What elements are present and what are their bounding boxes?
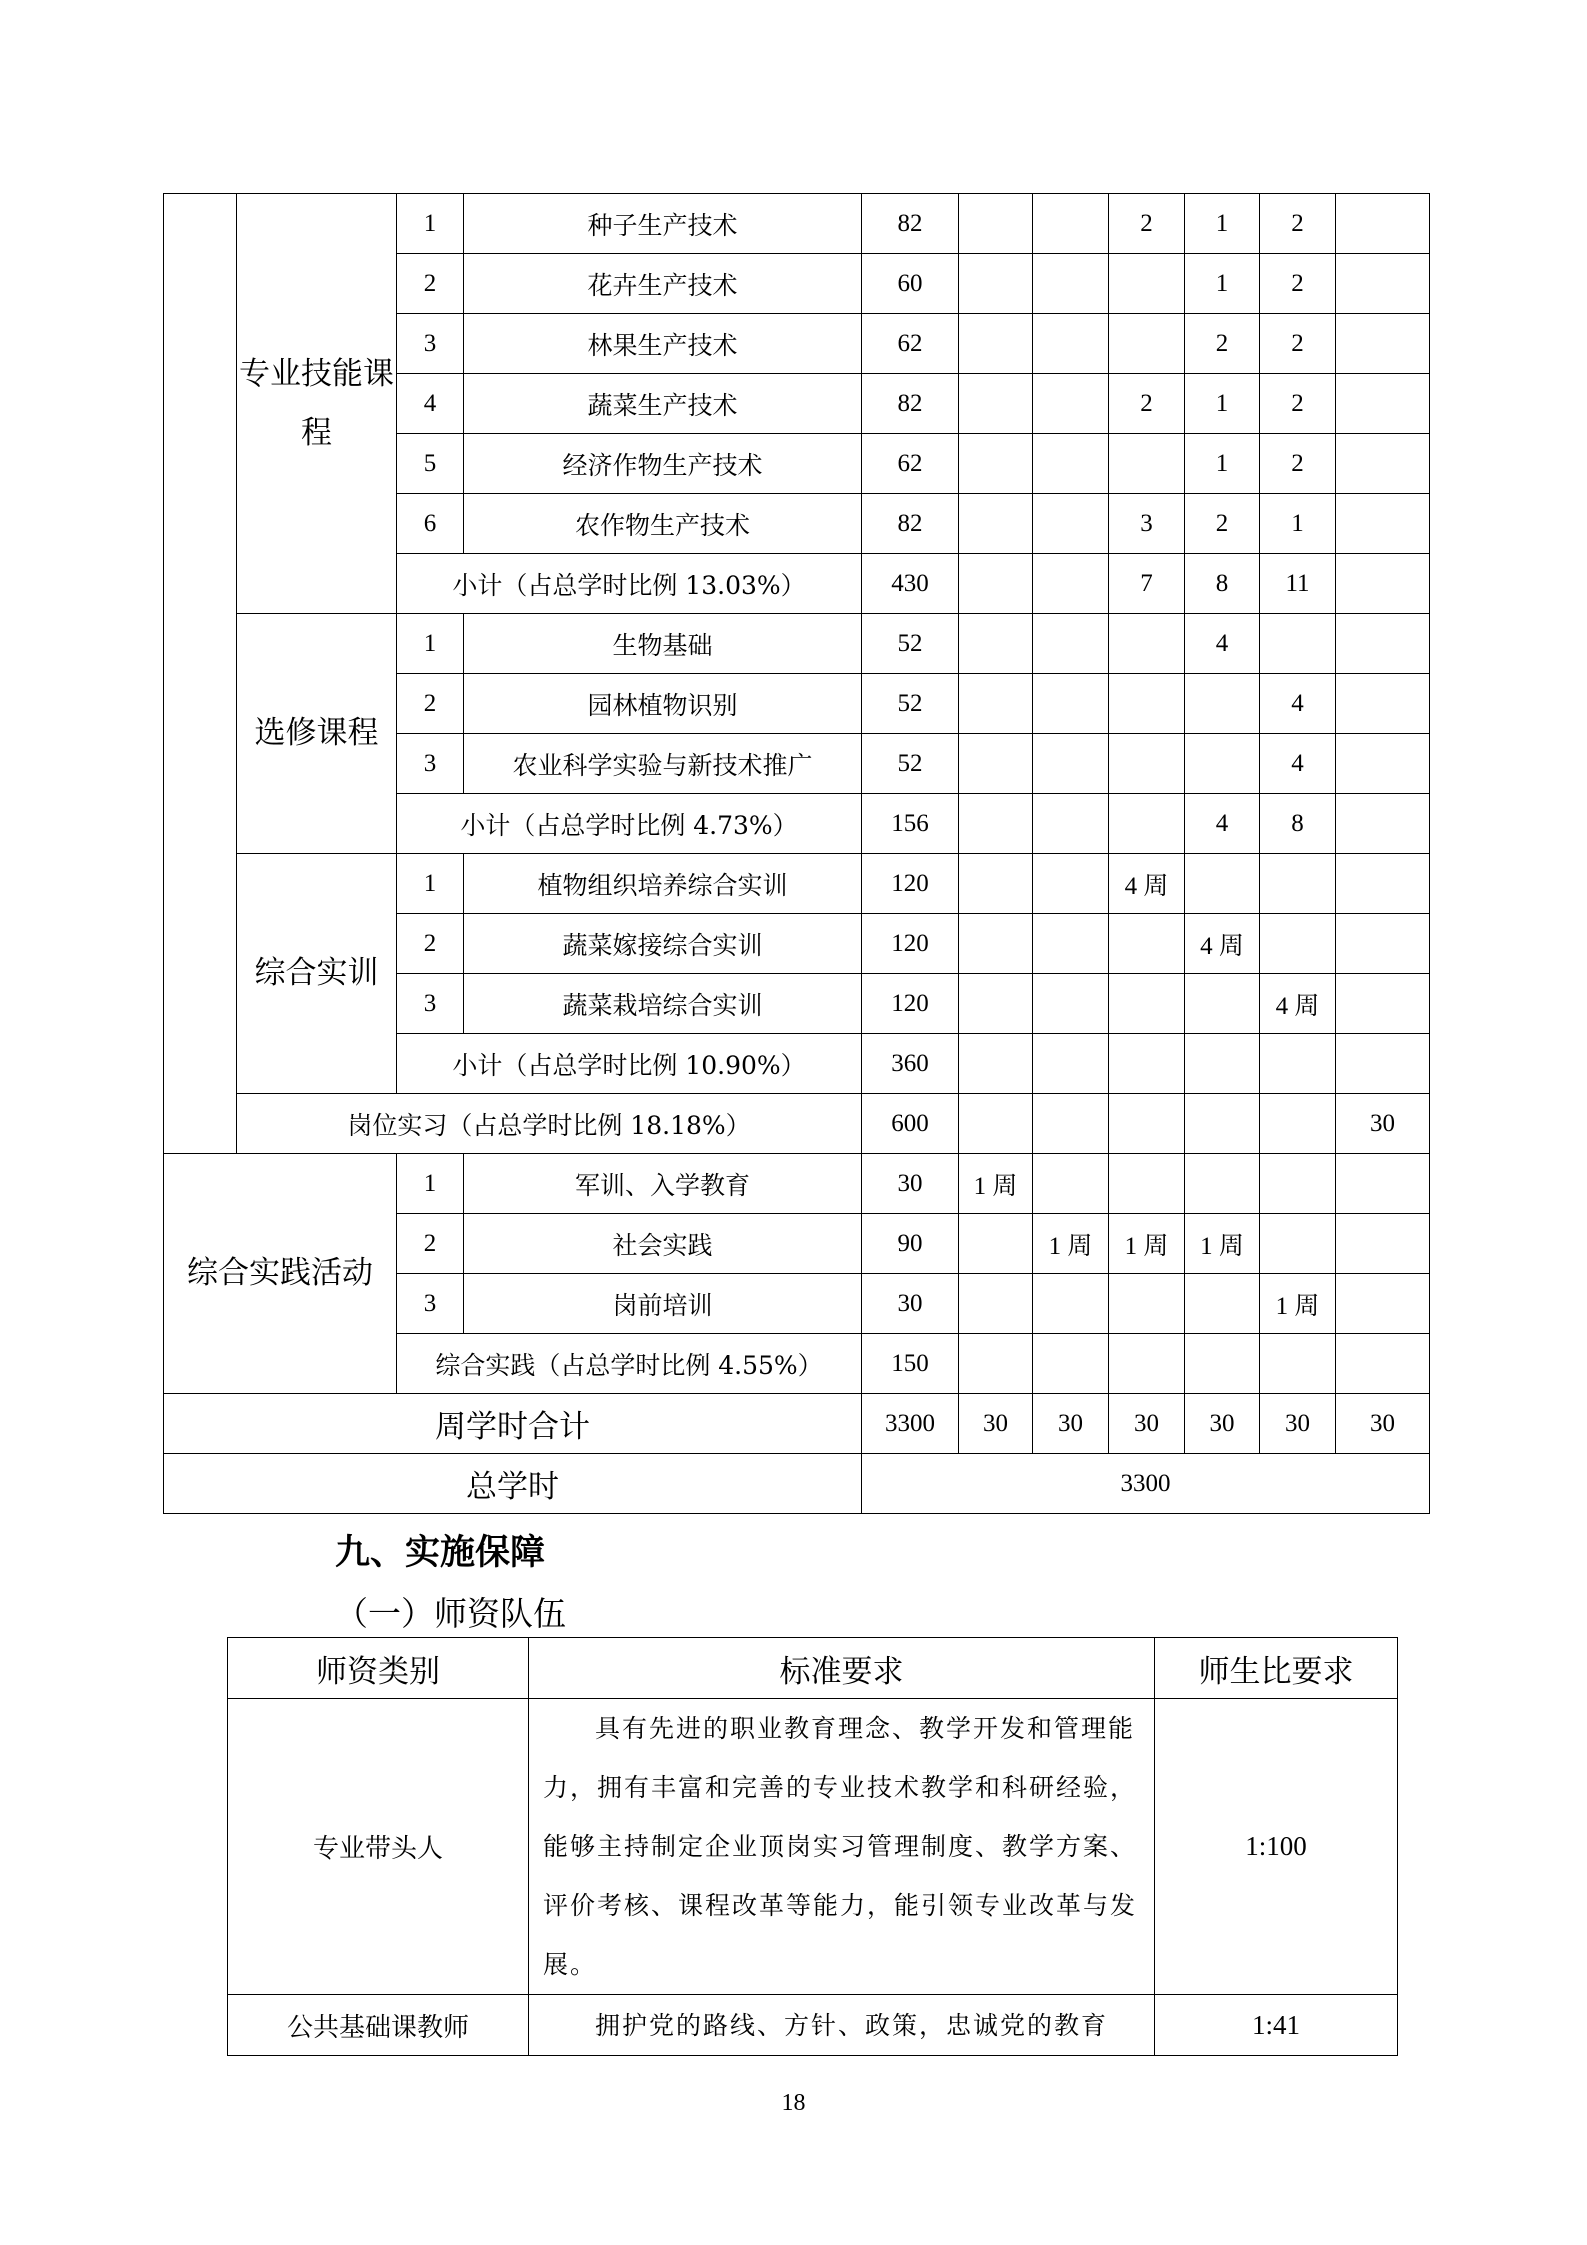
course-name: 花卉生产技术: [464, 254, 862, 314]
course-hours: 82: [862, 374, 959, 434]
semester-cell: 2: [1260, 314, 1336, 374]
weekly-total-label: 周学时合计: [164, 1394, 862, 1454]
semester-cell: [959, 674, 1033, 734]
teacher-ratio: 1:41: [1155, 1995, 1398, 2056]
course-name: 岗前培训: [464, 1274, 862, 1334]
semester-cell: [1033, 734, 1109, 794]
row-number: 3: [397, 974, 464, 1034]
semester-cell: [1033, 914, 1109, 974]
semester-cell: [1033, 1334, 1109, 1394]
semester-cell: [1033, 374, 1109, 434]
row-number: 2: [397, 914, 464, 974]
semester-cell: 30: [1109, 1394, 1185, 1454]
subtotal-hours: 430: [862, 554, 959, 614]
course-name: 园林植物识别: [464, 674, 862, 734]
semester-cell: [959, 914, 1033, 974]
subtotal-label: 小计（占总学时比例 4.73%）: [397, 794, 862, 854]
subtotal-label: 小计（占总学时比例 10.90%）: [397, 1034, 862, 1094]
row-number: 4: [397, 374, 464, 434]
semester-cell: 1 周: [1260, 1274, 1336, 1334]
semester-cell: 1: [1185, 254, 1260, 314]
internship-row: [164, 1094, 1430, 1154]
semester-cell: [959, 734, 1033, 794]
semester-cell: 2: [1260, 434, 1336, 494]
semester-cell: 8: [1260, 794, 1336, 854]
semester-cell: 30: [1033, 1394, 1109, 1454]
semester-cell: [1185, 1094, 1260, 1154]
semester-cell: 1 周: [1109, 1214, 1185, 1274]
row-number: 5: [397, 434, 464, 494]
table-row: [164, 614, 1430, 674]
semester-cell: [1336, 794, 1430, 854]
semester-cell: 1: [1260, 494, 1336, 554]
teacher-type: 公共基础课教师: [228, 1995, 529, 2056]
semester-cell: 2: [1260, 194, 1336, 254]
semester-cell: [959, 1094, 1033, 1154]
semester-cell: [1336, 854, 1430, 914]
semester-cell: 4 周: [1260, 974, 1336, 1034]
semester-cell: [1109, 614, 1185, 674]
semester-cell: [1109, 974, 1185, 1034]
semester-cell: [1260, 914, 1336, 974]
course-hours: 90: [862, 1214, 959, 1274]
semester-cell: [1336, 614, 1430, 674]
semester-cell: [1109, 1094, 1185, 1154]
header-ratio: 师生比要求: [1155, 1638, 1398, 1699]
semester-cell: [1109, 794, 1185, 854]
table-row: [228, 1699, 1398, 1995]
row-number: 1: [397, 614, 464, 674]
semester-cell: 4: [1185, 794, 1260, 854]
semester-cell: 4: [1260, 734, 1336, 794]
course-name: 农作物生产技术: [464, 494, 862, 554]
semester-cell: [1260, 1154, 1336, 1214]
semester-cell: 2: [1185, 494, 1260, 554]
row-number: 1: [397, 854, 464, 914]
weekly-total-hours: 3300: [862, 1394, 959, 1454]
teacher-standard: 拥护党的路线、方针、政策，忠诚党的教育: [529, 1995, 1155, 2056]
semester-cell: [1336, 194, 1430, 254]
blank-left-column: [164, 194, 237, 1154]
semester-cell: [1260, 1214, 1336, 1274]
course-name: 种子生产技术: [464, 194, 862, 254]
semester-cell: 2: [1109, 194, 1185, 254]
semester-cell: [959, 614, 1033, 674]
semester-cell: [959, 794, 1033, 854]
semester-cell: [1185, 1034, 1260, 1094]
course-name: 军训、入学教育: [464, 1154, 862, 1214]
semester-cell: [959, 194, 1033, 254]
semester-cell: [1033, 1154, 1109, 1214]
semester-cell: [1033, 1274, 1109, 1334]
semester-cell: [1033, 494, 1109, 554]
semester-cell: [959, 1274, 1033, 1334]
internship-hours: 600: [862, 1094, 959, 1154]
semester-cell: [1033, 974, 1109, 1034]
course-hours: 52: [862, 674, 959, 734]
subtotal-label: 综合实践（占总学时比例 4.55%）: [397, 1334, 862, 1394]
semester-cell: [1336, 554, 1430, 614]
semester-cell: [1336, 314, 1430, 374]
course-hours: 52: [862, 734, 959, 794]
semester-cell: [1336, 1334, 1430, 1394]
course-hours: 30: [862, 1154, 959, 1214]
semester-cell: [1336, 254, 1430, 314]
semester-cell: 30: [1336, 1094, 1430, 1154]
semester-cell: [959, 1214, 1033, 1274]
semester-cell: [1185, 1154, 1260, 1214]
semester-cell: [1260, 1094, 1336, 1154]
grand-total-value: 3300: [862, 1454, 1430, 1514]
course-hours: 62: [862, 434, 959, 494]
course-hours: 62: [862, 314, 959, 374]
semester-cell: [1109, 1034, 1185, 1094]
semester-cell: [959, 854, 1033, 914]
teacher-standard: 具有先进的职业教育理念、教学开发和管理能力，拥有丰富和完善的专业技术教学和科研经验，能够主持制定企业顶岗实习管理制度、教学方案、评价考核、课程改革等能力，能引领专业改革与发展。: [529, 1699, 1155, 1995]
grand-total-row: [164, 1454, 1430, 1514]
course-schedule-table: [163, 193, 1430, 1514]
semester-cell: [1336, 1154, 1430, 1214]
row-number: 3: [397, 1274, 464, 1334]
semester-cell: 2: [1109, 374, 1185, 434]
semester-cell: 1 周: [959, 1154, 1033, 1214]
course-hours: 30: [862, 1274, 959, 1334]
semester-cell: [1185, 1274, 1260, 1334]
semester-cell: 11: [1260, 554, 1336, 614]
semester-cell: 1 周: [1185, 1214, 1260, 1274]
semester-cell: [1260, 1034, 1336, 1094]
semester-cell: 2: [1260, 254, 1336, 314]
course-hours: 120: [862, 974, 959, 1034]
semester-cell: [959, 974, 1033, 1034]
course-hours: 82: [862, 494, 959, 554]
course-name: 蔬菜生产技术: [464, 374, 862, 434]
semester-cell: 4 周: [1185, 914, 1260, 974]
semester-cell: [1033, 674, 1109, 734]
course-name: 林果生产技术: [464, 314, 862, 374]
semester-cell: 1: [1185, 374, 1260, 434]
semester-cell: [1033, 554, 1109, 614]
row-number: 3: [397, 314, 464, 374]
header-standard: 标准要求: [529, 1638, 1155, 1699]
semester-cell: [1336, 734, 1430, 794]
semester-cell: 7: [1109, 554, 1185, 614]
semester-cell: 8: [1185, 554, 1260, 614]
table-header-row: [228, 1638, 1398, 1699]
semester-cell: [1185, 1334, 1260, 1394]
course-name: 农业科学实验与新技术推广: [464, 734, 862, 794]
table-row: [164, 1154, 1430, 1214]
subtotal-hours: 150: [862, 1334, 959, 1394]
semester-cell: [1336, 674, 1430, 734]
semester-cell: [1109, 674, 1185, 734]
semester-cell: [959, 434, 1033, 494]
course-name: 蔬菜嫁接综合实训: [464, 914, 862, 974]
row-number: 1: [397, 194, 464, 254]
semester-cell: [1033, 614, 1109, 674]
course-name: 植物组织培养综合实训: [464, 854, 862, 914]
section-heading: 九、实施保障: [335, 1533, 546, 1573]
semester-cell: [1033, 254, 1109, 314]
semester-cell: [1336, 434, 1430, 494]
semester-cell: [1109, 914, 1185, 974]
internship-label: 岗位实习（占总学时比例 18.18%）: [237, 1094, 862, 1154]
semester-cell: [1033, 314, 1109, 374]
semester-cell: 30: [1336, 1394, 1430, 1454]
semester-cell: [959, 554, 1033, 614]
course-name: 蔬菜栽培综合实训: [464, 974, 862, 1034]
semester-cell: 4: [1260, 674, 1336, 734]
semester-cell: 4 周: [1109, 854, 1185, 914]
row-number: 1: [397, 1154, 464, 1214]
course-hours: 82: [862, 194, 959, 254]
row-number: 2: [397, 674, 464, 734]
semester-cell: [959, 1034, 1033, 1094]
table-row: [164, 194, 1430, 254]
semester-cell: 30: [959, 1394, 1033, 1454]
semester-cell: 1 周: [1033, 1214, 1109, 1274]
course-hours: 52: [862, 614, 959, 674]
semester-cell: [1185, 854, 1260, 914]
semester-cell: [1336, 494, 1430, 554]
subsection-heading: （一）师资队伍: [335, 1594, 566, 1633]
semester-cell: [959, 374, 1033, 434]
semester-cell: [1033, 854, 1109, 914]
semester-cell: [1033, 1034, 1109, 1094]
subtotal-label: 小计（占总学时比例 13.03%）: [397, 554, 862, 614]
semester-cell: 1: [1185, 434, 1260, 494]
header-type: 师资类别: [228, 1638, 529, 1699]
course-name: 生物基础: [464, 614, 862, 674]
semester-cell: 2: [1185, 314, 1260, 374]
table-row: [228, 1995, 1398, 2056]
semester-cell: [1109, 734, 1185, 794]
semester-cell: 1: [1185, 194, 1260, 254]
subtotal-hours: 360: [862, 1034, 959, 1094]
semester-cell: [1033, 1094, 1109, 1154]
semester-cell: [959, 1334, 1033, 1394]
semester-cell: [1260, 614, 1336, 674]
semester-cell: [1109, 254, 1185, 314]
semester-cell: [959, 254, 1033, 314]
semester-cell: [1185, 734, 1260, 794]
faculty-table: [227, 1637, 1398, 2056]
semester-cell: [1260, 1334, 1336, 1394]
semester-cell: 30: [1260, 1394, 1336, 1454]
semester-cell: [1109, 1334, 1185, 1394]
course-name: 经济作物生产技术: [464, 434, 862, 494]
semester-cell: [959, 314, 1033, 374]
semester-cell: [1185, 674, 1260, 734]
row-number: 2: [397, 1214, 464, 1274]
row-number: 6: [397, 494, 464, 554]
category-cell: 专业技能课程: [237, 194, 397, 614]
table-row: [164, 854, 1430, 914]
semester-cell: [1109, 1274, 1185, 1334]
teacher-type: 专业带头人: [228, 1699, 529, 1995]
semester-cell: 4: [1185, 614, 1260, 674]
semester-cell: [1109, 314, 1185, 374]
course-hours: 60: [862, 254, 959, 314]
semester-cell: [1336, 914, 1430, 974]
semester-cell: [1033, 434, 1109, 494]
semester-cell: 3: [1109, 494, 1185, 554]
semester-cell: [1109, 1154, 1185, 1214]
category-cell: 综合实训: [237, 854, 397, 1094]
semester-cell: [959, 494, 1033, 554]
category-cell: 综合实践活动: [164, 1154, 397, 1394]
grand-total-label: 总学时: [164, 1454, 862, 1514]
row-number: 3: [397, 734, 464, 794]
semester-cell: [1185, 974, 1260, 1034]
semester-cell: [1336, 374, 1430, 434]
course-hours: 120: [862, 854, 959, 914]
semester-cell: [1109, 434, 1185, 494]
semester-cell: [1336, 1034, 1430, 1094]
semester-cell: [1033, 794, 1109, 854]
category-cell: 选修课程: [237, 614, 397, 854]
semester-cell: [1336, 1214, 1430, 1274]
course-hours: 120: [862, 914, 959, 974]
page-number: 18: [781, 2090, 806, 2116]
row-number: 2: [397, 254, 464, 314]
semester-cell: [1033, 194, 1109, 254]
semester-cell: [1336, 974, 1430, 1034]
semester-cell: 30: [1185, 1394, 1260, 1454]
semester-cell: 2: [1260, 374, 1336, 434]
weekly-total-row: [164, 1394, 1430, 1454]
semester-cell: [1336, 1274, 1430, 1334]
teacher-ratio: 1:100: [1155, 1699, 1398, 1995]
subtotal-hours: 156: [862, 794, 959, 854]
course-name: 社会实践: [464, 1214, 862, 1274]
semester-cell: [1260, 854, 1336, 914]
